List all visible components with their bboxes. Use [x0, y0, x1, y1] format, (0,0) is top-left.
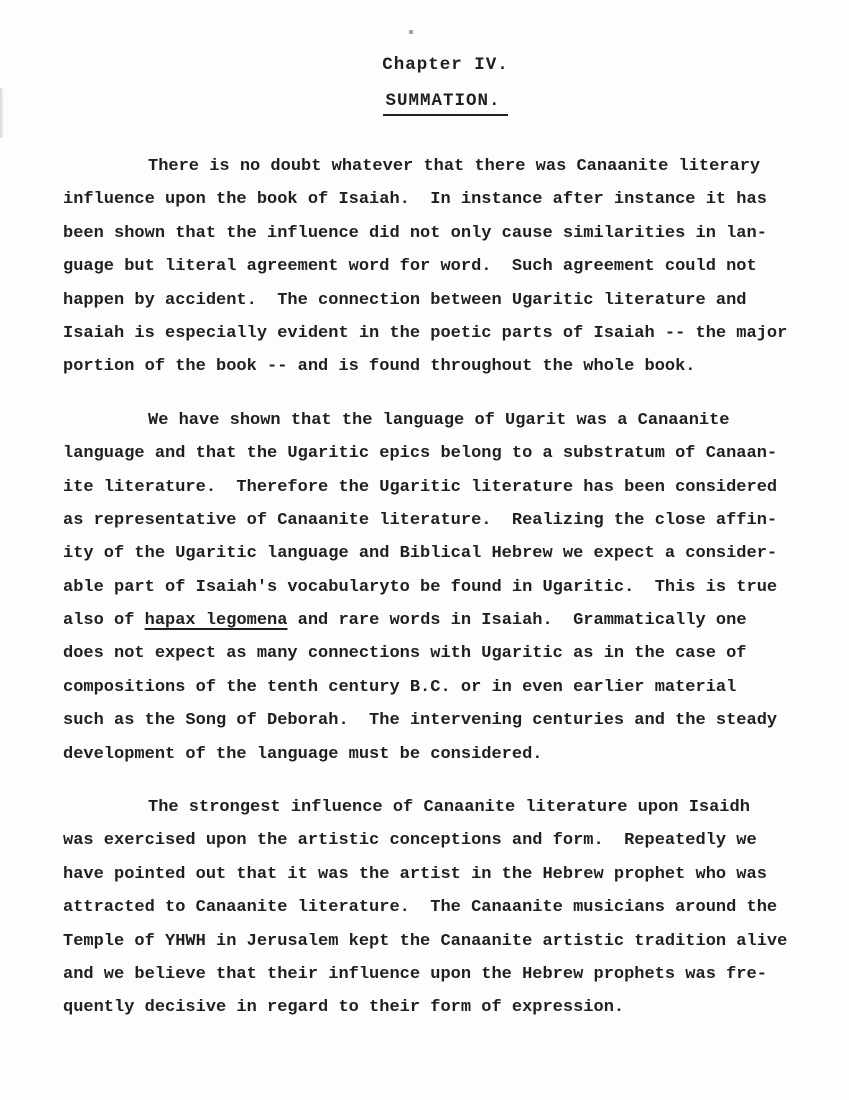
text-line: have pointed out that it was the artist in the Hebrew prophet who was: [63, 864, 767, 884]
text-line: Temple of YHWH in Jerusalem kept the Canaanite artistic tradition alive: [63, 931, 788, 951]
text-line: as representative of Canaanite literature. Realizing the close affin-: [63, 510, 778, 530]
text-line: We have shown that the language of Ugarit was a Canaanite: [148, 410, 730, 430]
text-line: compositions of the tenth century B.C. or in even earlier material: [63, 677, 737, 697]
section-heading: SUMMATION.: [383, 91, 507, 116]
text-line: able part of Isaiah's vocabularyto be found in Ugaritic. This is true: [63, 577, 778, 597]
page-body: [0, 150, 849, 1025]
text-line: also of hapax legomena and rare words in Isaiah. Grammatically one: [63, 611, 747, 631]
text-line: attracted to Canaanite literature. The Canaanite musicians around the: [63, 898, 778, 918]
scan-edge-mark: [0, 88, 4, 138]
text-line: been shown that the influence did not only cause similarities in lan-: [63, 223, 767, 243]
text-line: development of the language must be considered.: [63, 744, 543, 764]
text-line: influence upon the book of Isaiah. In instance after instance it has: [63, 190, 767, 210]
paragraph: [63, 791, 849, 1025]
heading-block: [21, 0, 849, 116]
text-line: ite literature. Therefore the Ugaritic literature has been considered: [63, 477, 778, 497]
paragraph: [63, 150, 849, 384]
text-line: happen by accident. The connection between Ugaritic literature and: [63, 290, 747, 310]
text-line: The strongest influence of Canaanite literature upon Isaidh: [148, 798, 750, 818]
text-line: was exercised upon the artistic conceptions and form. Repeatedly we: [63, 831, 757, 851]
text-line: ity of the Ugaritic language and Biblical Hebrew we expect a consider-: [63, 544, 778, 564]
underlined-term: hapax legomena: [144, 611, 288, 631]
paragraph: [63, 404, 849, 771]
text-line: guage but literal agreement word for word. Such agreement could not: [63, 257, 757, 277]
text-line: Isaiah is especially evident in the poetic parts of Isaiah -- the major: [63, 323, 788, 343]
text-line: language and that the Ugaritic epics belong to a substratum of Canaan-: [63, 444, 778, 464]
text-line: does not expect as many connections with Ugaritic as in the case of: [63, 644, 747, 664]
text-line: quently decisive in regard to their form of expression.: [63, 998, 625, 1018]
text-line: portion of the book -- and is found throughout the whole book.: [63, 357, 696, 377]
text-line: and we believe that their influence upon the Hebrew prophets was fre-: [63, 964, 767, 984]
text-line: There is no doubt whatever that there was Canaanite literary: [148, 157, 761, 176]
text-line: such as the Song of Deborah. The intervening centuries and the steady: [63, 711, 778, 731]
chapter-heading: Chapter IV.: [382, 55, 509, 75]
